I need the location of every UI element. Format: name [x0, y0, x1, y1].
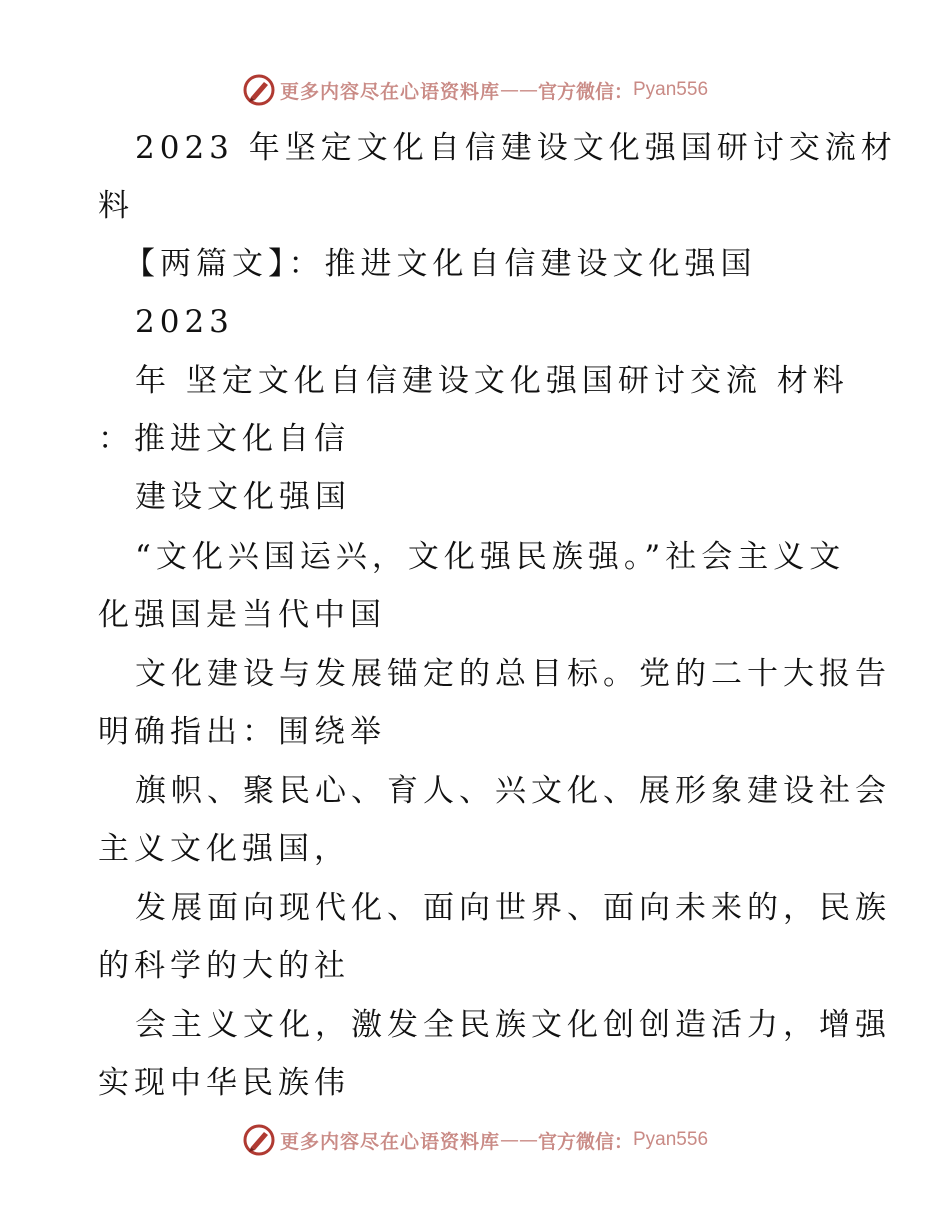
doc-line-15: 会主义文化，激发全民族文化创创造活力，增强 [135, 1007, 891, 1043]
doc-line-16: 实现中华民族伟 [98, 1065, 350, 1101]
footer-dash: —— [499, 1129, 538, 1151]
pen-logo-icon [242, 73, 276, 107]
doc-line-title-1: 2023 年坚定文化自信建设文化强国研讨交流材 [135, 130, 897, 166]
doc-line-4: 年 坚定文化自信建设文化强国研讨交流 材料 [135, 363, 849, 399]
footer-wechat-label: 官方微信： [537, 1130, 633, 1153]
doc-line-subtitle: 【两篇文】：推进文化自信建设文化强国 [124, 246, 757, 282]
doc-line-11: 旗帜、聚民心、育人、兴文化、展形象建设社会 [135, 773, 891, 809]
doc-line-3: 2023 [135, 304, 234, 340]
doc-line-6: 建设文化强国 [135, 479, 351, 515]
doc-line-8: 化强国是当代中国 [98, 597, 386, 633]
footer-wechat-id: Pyan556 [633, 1129, 709, 1150]
doc-line-14: 的科学的大的社 [98, 948, 350, 984]
header-wechat-label: 官方微信： [537, 80, 633, 103]
footer-watermark [0, 1120, 950, 1160]
footer-site-text: 更多内容尽在心语资料库 [279, 1130, 500, 1153]
doc-line-12: 主义文化强国， [98, 831, 350, 867]
pen-logo-icon [242, 1123, 276, 1157]
header-wechat-id: Pyan556 [633, 79, 709, 100]
doc-line-10: 明确指出：围绕举 [98, 714, 386, 750]
doc-line-5: ：推进文化自信 [98, 421, 350, 457]
doc-line-9: 文化建设与发展锚定的总目标。党的二十大报告 [135, 656, 891, 692]
header-watermark [0, 70, 950, 110]
doc-line-title-2: 料 [98, 188, 134, 224]
doc-line-7: “文化兴国运兴，文化强民族强。”社会主义文 [135, 539, 846, 575]
doc-line-13: 发展面向现代化、面向世界、面向未来的，民族 [135, 890, 891, 926]
header-dash: —— [499, 79, 538, 101]
header-site-text: 更多内容尽在心语资料库 [279, 80, 500, 103]
